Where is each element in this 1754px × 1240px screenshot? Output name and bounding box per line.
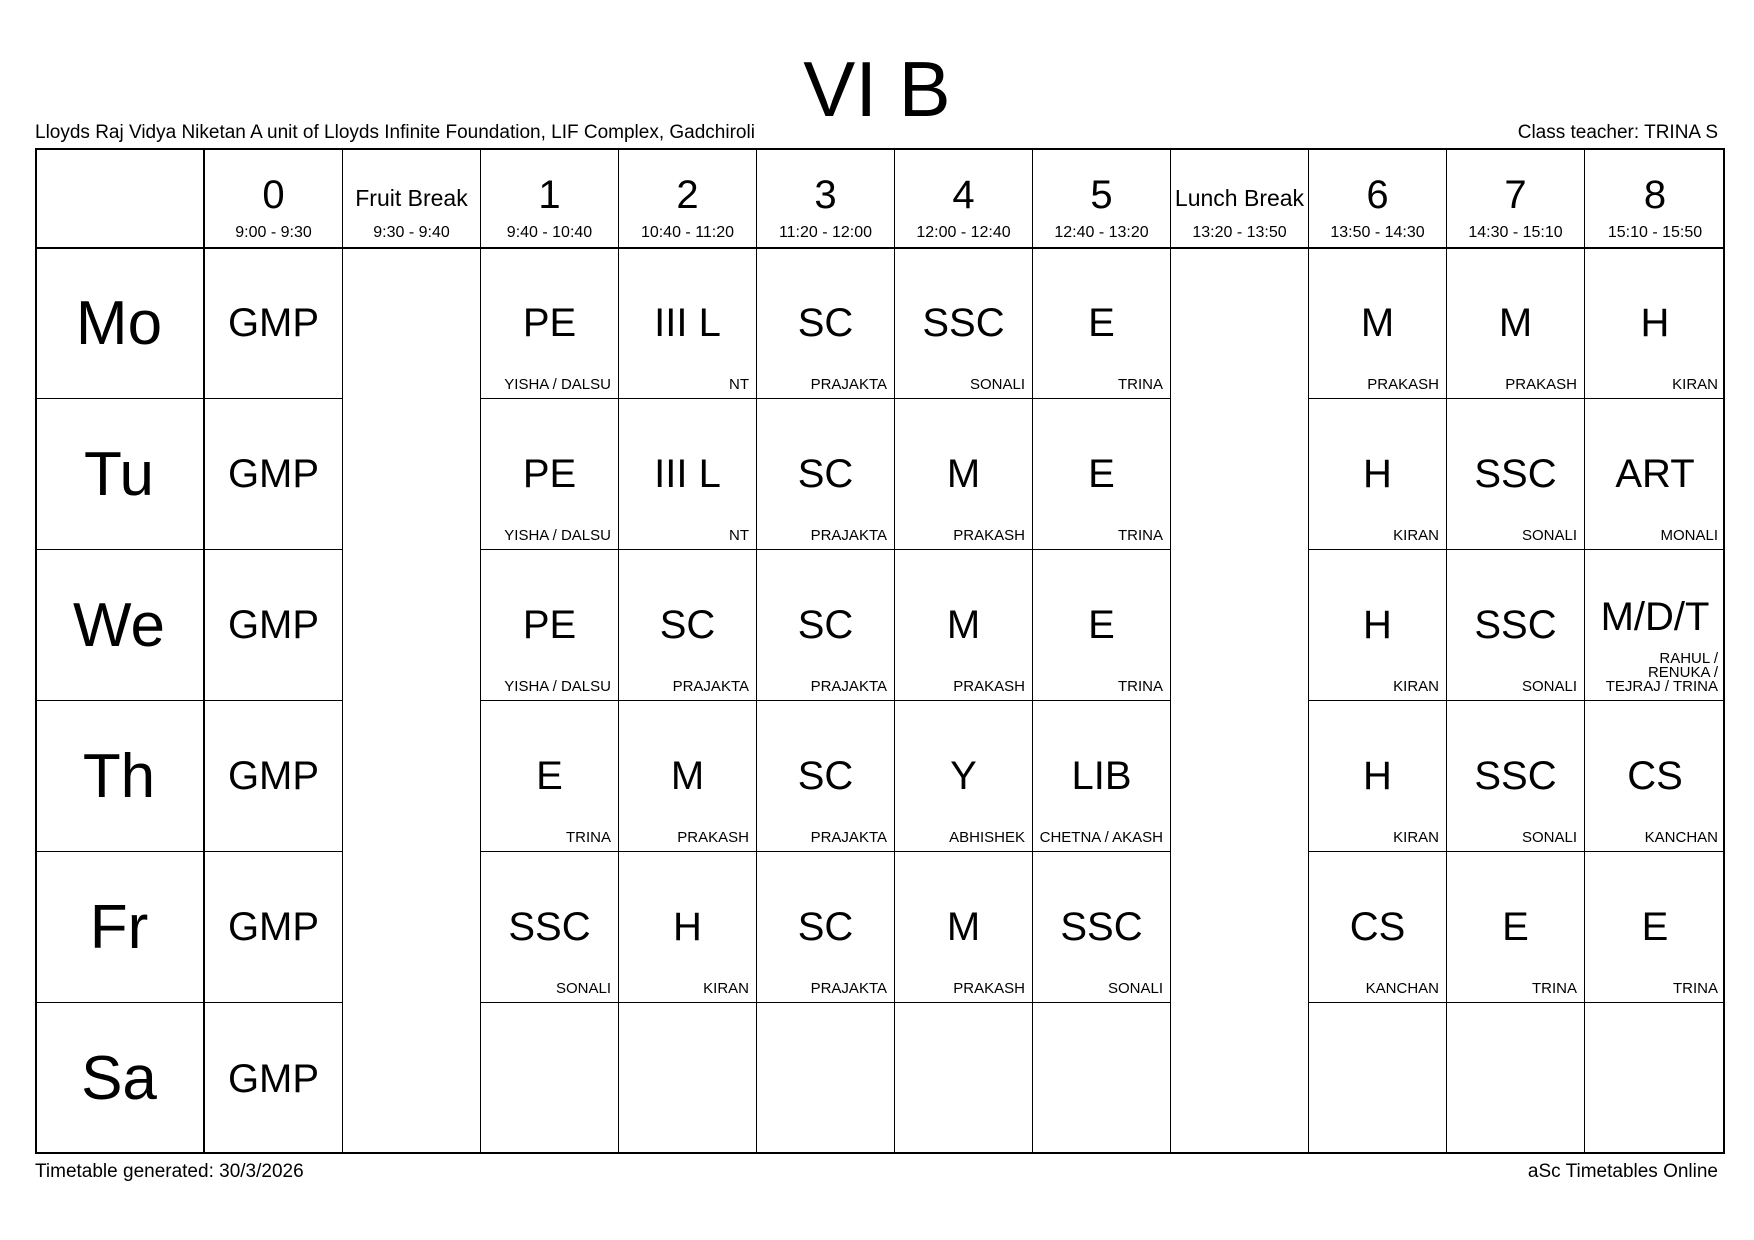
period-time: 12:40 - 13:20 bbox=[1054, 224, 1149, 241]
lesson-cell bbox=[205, 1003, 343, 1154]
subject-code: III L bbox=[654, 452, 721, 496]
period-time: 11:20 - 12:00 bbox=[778, 224, 873, 241]
subject-code: H bbox=[1640, 301, 1670, 345]
lesson-cell bbox=[481, 852, 619, 1003]
teacher-name: PRAJAKTA bbox=[810, 829, 887, 846]
teacher-name: SONALI bbox=[1107, 980, 1163, 997]
lesson-cell bbox=[1309, 550, 1447, 701]
generated-date: Timetable generated: 30/3/2026 bbox=[35, 1161, 304, 1182]
period-time: 9:30 - 9:40 bbox=[373, 224, 450, 241]
subject-code: LIB bbox=[1071, 754, 1132, 798]
period-number: 0 bbox=[262, 173, 285, 217]
teacher-name: YISHA / DALSU bbox=[504, 678, 611, 695]
lesson-cell bbox=[1033, 1003, 1171, 1154]
timetable-grid bbox=[35, 148, 1725, 1154]
subject-code: SC bbox=[797, 905, 854, 949]
subject-code: H bbox=[673, 905, 702, 949]
period-header bbox=[1309, 148, 1447, 248]
teacher-name: SONALI bbox=[969, 376, 1025, 393]
subject-code: PE bbox=[522, 603, 577, 647]
school-name: Lloyds Raj Vidya Niketan A unit of Lloyds Infinite Foundation, LIF Complex, Gadchiroli bbox=[35, 122, 755, 143]
period-header bbox=[757, 148, 895, 248]
period-header bbox=[895, 148, 1033, 248]
subject-code: GMP bbox=[227, 1056, 320, 1101]
day-label: Fr bbox=[35, 852, 205, 1003]
lesson-cell bbox=[1309, 1003, 1447, 1154]
lesson-cell bbox=[757, 1003, 895, 1154]
teacher-name: KIRAN bbox=[703, 980, 749, 997]
lesson-cell bbox=[895, 701, 1033, 852]
period-number: 4 bbox=[952, 173, 975, 217]
teacher-name bbox=[1606, 652, 1718, 694]
subject-code: E bbox=[1088, 301, 1115, 345]
subject-code: GMP bbox=[227, 301, 320, 345]
break-header bbox=[343, 148, 481, 248]
subject-code: SSC bbox=[1060, 905, 1143, 949]
lesson-cell bbox=[1309, 399, 1447, 550]
lesson-cell bbox=[1309, 701, 1447, 852]
page-title: VI B bbox=[803, 45, 951, 133]
period-time: 12:00 - 12:40 bbox=[916, 224, 1011, 241]
teacher-name: YISHA / DALSU bbox=[504, 376, 611, 393]
subject-code: H bbox=[1363, 754, 1392, 798]
subject-code: H bbox=[1363, 452, 1392, 496]
period-time: 9:40 - 10:40 bbox=[506, 224, 593, 241]
lesson-cell bbox=[1033, 701, 1171, 852]
subject-code: SSC bbox=[1474, 452, 1557, 496]
subject-code: SC bbox=[797, 301, 854, 345]
subject-code: SSC bbox=[1474, 603, 1557, 647]
subject-code: GMP bbox=[227, 452, 320, 496]
teacher-name: PRAJAKTA bbox=[672, 678, 749, 695]
teacher-name: PRAKASH bbox=[677, 829, 749, 846]
teacher-name: PRAJAKTA bbox=[810, 980, 887, 997]
day-label: Th bbox=[35, 701, 205, 852]
lesson-cell bbox=[1585, 550, 1725, 701]
day-label: Sa bbox=[35, 1003, 205, 1154]
lesson-cell bbox=[1585, 701, 1725, 852]
lesson-cell bbox=[1033, 550, 1171, 701]
lesson-cell bbox=[895, 852, 1033, 1003]
period-time: 13:20 - 13:50 bbox=[1192, 224, 1287, 241]
teacher-name: PRAJAKTA bbox=[810, 678, 887, 695]
subject-code: M bbox=[946, 452, 981, 496]
subject-code: M bbox=[946, 905, 981, 949]
teacher-name: CHETNA / AKASH bbox=[1039, 829, 1163, 846]
subject-code: GMP bbox=[227, 905, 320, 949]
lesson-cell bbox=[757, 852, 895, 1003]
subject-code: ART bbox=[1615, 452, 1695, 496]
subject-code: SC bbox=[797, 603, 854, 647]
teacher-name: YISHA / DALSU bbox=[504, 527, 611, 544]
teacher-name: PRAKASH bbox=[1367, 376, 1439, 393]
day-label: Mo bbox=[35, 248, 205, 399]
period-time: 10:40 - 11:20 bbox=[640, 224, 735, 241]
lesson-cell bbox=[1033, 399, 1171, 550]
teacher-name: KIRAN bbox=[1393, 527, 1439, 544]
teacher-name-line: TEJRAJ / TRINA bbox=[1605, 678, 1718, 695]
period-header bbox=[1585, 148, 1725, 248]
subject-code: PE bbox=[522, 452, 577, 496]
subject-code: SC bbox=[659, 603, 716, 647]
subject-code: H bbox=[1363, 603, 1392, 647]
lesson-cell bbox=[1585, 1003, 1725, 1154]
lesson-cell bbox=[619, 550, 757, 701]
teacher-name: PRAKASH bbox=[953, 678, 1025, 695]
lesson-cell bbox=[205, 399, 343, 550]
lesson-cell bbox=[619, 248, 757, 399]
lesson-cell bbox=[757, 701, 895, 852]
teacher-name: SONALI bbox=[1521, 527, 1577, 544]
break-column bbox=[343, 248, 481, 1154]
lesson-cell bbox=[481, 550, 619, 701]
teacher-name: PRAJAKTA bbox=[810, 376, 887, 393]
teacher-name: TRINA bbox=[1673, 980, 1718, 997]
lesson-cell bbox=[619, 852, 757, 1003]
day-label: Tu bbox=[35, 399, 205, 550]
lesson-cell bbox=[757, 248, 895, 399]
lesson-cell bbox=[1447, 248, 1585, 399]
subject-code: SSC bbox=[508, 905, 591, 949]
lesson-cell bbox=[1585, 852, 1725, 1003]
subject-code: M bbox=[670, 754, 705, 798]
teacher-name: KANCHAN bbox=[1365, 980, 1439, 997]
teacher-name: KANCHAN bbox=[1644, 829, 1718, 846]
teacher-name: ABHISHEK bbox=[949, 829, 1025, 846]
subject-code: SSC bbox=[922, 301, 1005, 345]
period-time: 15:10 - 15:50 bbox=[1607, 224, 1703, 241]
teacher-name: NT bbox=[729, 376, 749, 393]
lesson-cell bbox=[1309, 852, 1447, 1003]
teacher-name: PRAKASH bbox=[1505, 376, 1577, 393]
subject-code: M bbox=[1498, 301, 1533, 345]
period-number: 2 bbox=[676, 173, 699, 217]
period-number: 5 bbox=[1090, 173, 1113, 217]
period-number: 8 bbox=[1643, 173, 1667, 217]
subject-code: GMP bbox=[227, 603, 320, 647]
subject-code: E bbox=[1502, 905, 1529, 949]
subject-code: E bbox=[1088, 603, 1115, 647]
subject-code: SC bbox=[797, 754, 854, 798]
period-time: 9:00 - 9:30 bbox=[235, 224, 312, 241]
lesson-cell bbox=[1585, 399, 1725, 550]
lesson-cell bbox=[481, 248, 619, 399]
period-number: 1 bbox=[538, 173, 561, 217]
period-header bbox=[481, 148, 619, 248]
break-column bbox=[1171, 248, 1309, 1154]
period-number: 6 bbox=[1366, 173, 1389, 217]
period-header bbox=[205, 148, 343, 248]
class-teacher: Class teacher: TRINA S bbox=[1517, 122, 1718, 143]
lesson-cell bbox=[1447, 701, 1585, 852]
teacher-name: KIRAN bbox=[1393, 678, 1439, 695]
teacher-name: NT bbox=[729, 527, 749, 544]
subject-code: PE bbox=[522, 301, 577, 345]
subject-code: E bbox=[1641, 905, 1669, 949]
teacher-name: TRINA bbox=[1118, 678, 1163, 695]
period-number: 7 bbox=[1504, 173, 1527, 217]
teacher-name: PRAJAKTA bbox=[810, 527, 887, 544]
lesson-cell bbox=[1447, 550, 1585, 701]
subject-code: SSC bbox=[1474, 754, 1557, 798]
teacher-name: MONALI bbox=[1660, 527, 1718, 544]
break-label: Fruit Break bbox=[355, 185, 468, 211]
teacher-name-line: RENUKA / bbox=[1647, 664, 1718, 681]
lesson-cell bbox=[895, 248, 1033, 399]
subject-code: GMP bbox=[227, 754, 320, 798]
lesson-cell bbox=[895, 399, 1033, 550]
teacher-name: KIRAN bbox=[1672, 376, 1718, 393]
lesson-cell bbox=[757, 550, 895, 701]
lesson-cell bbox=[481, 399, 619, 550]
teacher-name: PRAKASH bbox=[953, 980, 1025, 997]
subject-code: CS bbox=[1349, 905, 1406, 949]
subject-code: M bbox=[946, 603, 981, 647]
lesson-cell bbox=[1033, 852, 1171, 1003]
period-number: 3 bbox=[814, 173, 837, 217]
subject-code: E bbox=[536, 754, 563, 798]
lesson-cell bbox=[205, 550, 343, 701]
lesson-cell bbox=[1309, 248, 1447, 399]
lesson-cell bbox=[205, 248, 343, 399]
subject-code: Y bbox=[950, 754, 977, 798]
lesson-cell bbox=[619, 1003, 757, 1154]
corner-cell bbox=[35, 148, 205, 248]
subject-code: E bbox=[1088, 452, 1115, 496]
teacher-name: TRINA bbox=[1118, 376, 1163, 393]
lesson-cell bbox=[1447, 399, 1585, 550]
break-header bbox=[1171, 148, 1309, 248]
teacher-name-line: RAHUL / bbox=[1659, 650, 1718, 667]
teacher-name: SONALI bbox=[555, 980, 611, 997]
subject-code: CS bbox=[1627, 754, 1683, 798]
subject-code: III L bbox=[654, 301, 721, 345]
teacher-name: TRINA bbox=[1118, 527, 1163, 544]
period-time: 14:30 - 15:10 bbox=[1468, 224, 1563, 241]
subject-code: M bbox=[1360, 301, 1395, 345]
lesson-cell bbox=[205, 701, 343, 852]
teacher-name: TRINA bbox=[1532, 980, 1577, 997]
lesson-cell bbox=[1447, 1003, 1585, 1154]
lesson-cell bbox=[1585, 248, 1725, 399]
brand-footer: aSc Timetables Online bbox=[1527, 1161, 1718, 1182]
subject-code: M/D/T bbox=[1600, 595, 1710, 639]
teacher-name: SONALI bbox=[1521, 829, 1577, 846]
period-header bbox=[1447, 148, 1585, 248]
lesson-cell bbox=[1447, 852, 1585, 1003]
subject-code: SC bbox=[797, 452, 854, 496]
break-label: Lunch Break bbox=[1174, 185, 1305, 211]
period-time: 13:50 - 14:30 bbox=[1330, 224, 1425, 241]
teacher-name: KIRAN bbox=[1393, 829, 1439, 846]
teacher-name: PRAKASH bbox=[953, 527, 1025, 544]
teacher-name: SONALI bbox=[1521, 678, 1577, 695]
lesson-cell bbox=[619, 701, 757, 852]
period-header bbox=[1033, 148, 1171, 248]
period-header bbox=[619, 148, 757, 248]
teacher-name: TRINA bbox=[566, 829, 611, 846]
lesson-cell bbox=[895, 1003, 1033, 1154]
day-label: We bbox=[35, 550, 205, 701]
lesson-cell bbox=[481, 701, 619, 852]
lesson-cell bbox=[205, 852, 343, 1003]
lesson-cell bbox=[757, 399, 895, 550]
lesson-cell bbox=[895, 550, 1033, 701]
lesson-cell bbox=[481, 1003, 619, 1154]
lesson-cell bbox=[619, 399, 757, 550]
lesson-cell bbox=[1033, 248, 1171, 399]
